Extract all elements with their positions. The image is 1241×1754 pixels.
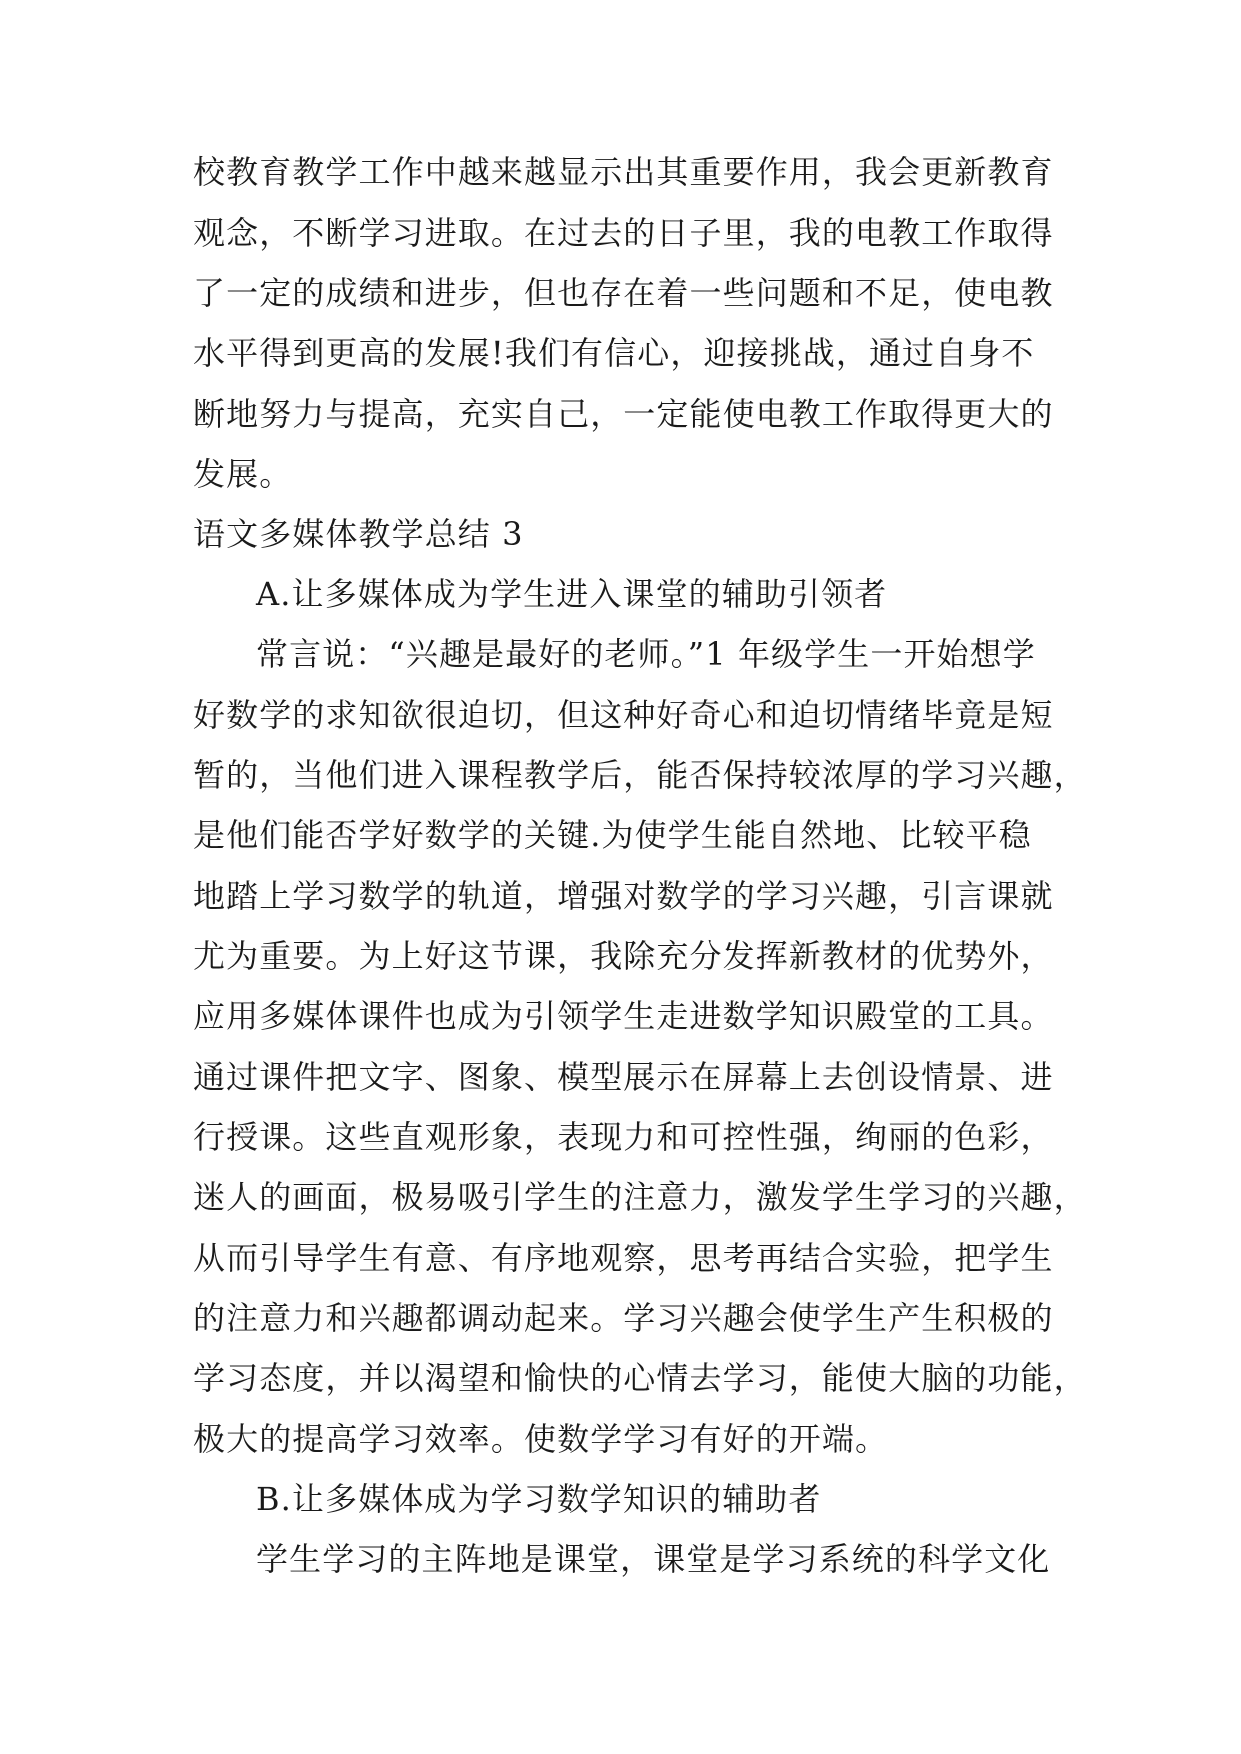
body-text-line: 了一定的成绩和进步，但也存在着一些问题和不足，使电教 xyxy=(193,274,1054,312)
body-text-line: 是他们能否学好数学的关键.为使学生能自然地、比较平稳 xyxy=(193,816,1032,854)
body-text-line: 应用多媒体课件也成为引领学生走进数学知识殿堂的工具。 xyxy=(193,997,1054,1035)
body-text-line: 迷人的画面，极易吸引学生的注意力，激发学生学习的兴趣， xyxy=(193,1178,1087,1216)
body-text-line: 行授课。这些直观形象，表现力和可控性强，绚丽的色彩， xyxy=(193,1118,1054,1156)
body-text-line: 尤为重要。为上好这节课，我除充分发挥新教材的优势外， xyxy=(193,937,1054,975)
body-text-line: 通过课件把文字、图象、模型展示在屏幕上去创设情景、进 xyxy=(193,1058,1054,1096)
paragraph-first-line: 学生学习的主阵地是课堂，课堂是学习系统的科学文化 xyxy=(256,1540,1051,1578)
body-text-line: 地踏上学习数学的轨道，增强对数学的学习兴趣，引言课就 xyxy=(193,877,1054,915)
subsection-heading: A.让多媒体成为学生进入课堂的辅助引领者 xyxy=(256,575,888,613)
body-text-line: 观念，不断学习进取。在过去的日子里，我的电教工作取得 xyxy=(193,214,1054,252)
body-text-line: 发展。 xyxy=(193,455,293,493)
section-heading: 语文多媒体教学总结 3 xyxy=(193,515,524,553)
body-text-line: 好数学的求知欲很迫切，但这种好奇心和迫切情绪毕竟是短 xyxy=(193,696,1054,734)
body-text-line: 断地努力与提高，充实自己，一定能使电教工作取得更大的 xyxy=(193,395,1054,433)
body-text-line: 的注意力和兴趣都调动起来。学习兴趣会使学生产生积极的 xyxy=(193,1299,1054,1337)
body-text-line: 极大的提高学习效率。使数学学习有好的开端。 xyxy=(193,1420,889,1458)
subsection-heading: B.让多媒体成为学习数学知识的辅助者 xyxy=(256,1480,822,1518)
body-text-line: 从而引导学生有意、有序地观察，思考再结合实验，把学生 xyxy=(193,1239,1054,1277)
body-text-line: 校教育教学工作中越来越显示出其重要作用，我会更新教育 xyxy=(193,153,1054,191)
paragraph-first-line: 常言说：“兴趣是最好的老师。”1 年级学生一开始想学 xyxy=(256,635,1036,673)
body-text-line: 暂的，当他们进入课程教学后，能否保持较浓厚的学习兴趣， xyxy=(193,756,1087,794)
body-text-line: 学习态度，并以渴望和愉快的心情去学习，能使大脑的功能， xyxy=(193,1359,1087,1397)
body-text-line: 水平得到更高的发展!我们有信心，迎接挑战，通过自身不 xyxy=(193,334,1035,372)
